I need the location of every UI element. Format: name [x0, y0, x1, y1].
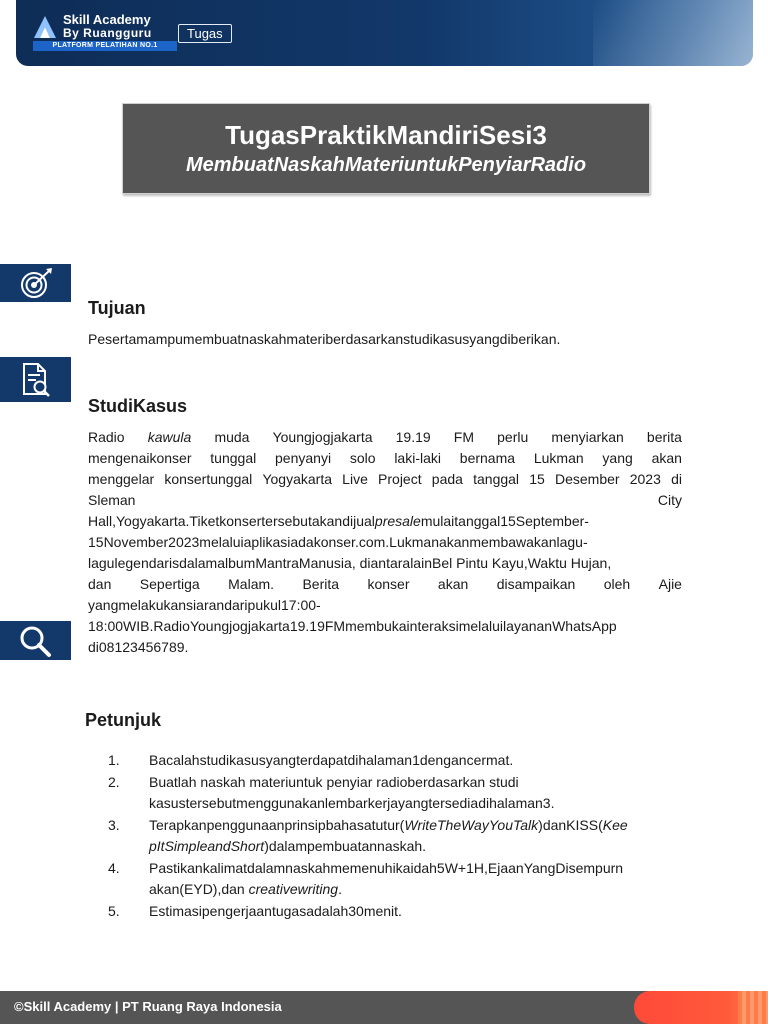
case-word: perlu [497, 429, 529, 445]
list-italic: pItSimpleandShort [149, 838, 265, 854]
case-line: 15November2023melaluiaplikasiadakonser.com.Lukmanakanmembawakanlagu- [88, 534, 588, 550]
skill-academy-logo-icon [32, 14, 58, 40]
document-search-icon-tab [0, 357, 71, 402]
list-text: Estimasipengerjaantugasadalah30menit. [149, 903, 402, 919]
magnifier-icon-tab [0, 621, 71, 660]
case-word: Berita [302, 576, 340, 592]
list-item [108, 772, 683, 814]
list-number: 3. [108, 817, 120, 833]
case-line [88, 448, 682, 469]
case-word: akan [651, 450, 682, 466]
list-italic: creativewriting [248, 881, 339, 897]
case-word: FM [453, 429, 475, 445]
case-word: Desember [554, 471, 620, 487]
case-word: mengenaikonser [88, 450, 192, 466]
magnifier-icon [16, 623, 56, 659]
list-text: )dalampembuatannaskah. [264, 838, 427, 854]
case-word: Malam. [228, 576, 275, 592]
case-word: Project [378, 471, 422, 487]
case-word: City [657, 492, 682, 508]
case-word: menyiarkan [551, 429, 624, 445]
case-line [88, 511, 682, 532]
case-line: 18:00WIB.RadioYoungjogjakarta19.19FMmembukainteraksimelaluilayananWhatsApp [88, 618, 617, 634]
case-word: solo [349, 450, 376, 466]
header-decoration [593, 0, 753, 66]
case-word: konsertunggal [164, 471, 253, 487]
case-word: oleh [603, 576, 631, 592]
case-word: di [671, 471, 682, 487]
list-number: 5. [108, 903, 120, 919]
petunjuk-heading: Petunjuk [85, 710, 162, 730]
page-title: TugasPraktikMandiriSesi3 [225, 120, 547, 150]
target-icon-tab [0, 264, 71, 302]
case-word: Youngjogjakarta [272, 429, 373, 445]
case-text: mulaitanggal15September- [420, 513, 589, 529]
case-word: bernama [459, 450, 516, 466]
tujuan-text: Pesertamampumembuatnaskahmateriberdasarkanstudikasusyangdiberikan. [88, 331, 561, 347]
case-word: Lukman [533, 450, 584, 466]
list-number: 2. [108, 774, 120, 790]
list-item [108, 858, 683, 900]
list-text: . [338, 881, 342, 897]
case-word: konser [367, 576, 410, 592]
case-line [88, 427, 682, 448]
case-word: Sleman [88, 492, 136, 508]
case-italic: presale [374, 513, 421, 529]
list-item [108, 901, 683, 922]
case-word: 2023 [629, 471, 661, 487]
list-text: akan(EYD),dan [149, 881, 249, 897]
case-text: Hall,Yogyakarta.Tiketkonsertersebutakandijual [88, 513, 375, 529]
list-italic: Kee [602, 817, 628, 833]
case-word: Sepertiga [139, 576, 200, 592]
list-item [108, 750, 683, 771]
case-word: berita [646, 429, 682, 445]
tujuan-heading: Tujuan [88, 298, 146, 318]
case-word: Live [342, 471, 368, 487]
case-word: 19.19 [395, 429, 431, 445]
case-word: disampaikan [496, 576, 576, 592]
case-word: pada [431, 471, 463, 487]
case-word: akan [437, 576, 469, 592]
target-icon [16, 266, 56, 300]
list-text: Terapkanpenggunaanprinsipbahasatutur( [149, 817, 405, 833]
list-text: kasustersebutmenggunakanlembarkerjayangtersediadihalaman3. [149, 795, 555, 811]
list-text: Buatlah naskah materiuntuk penyiar radioberdasarkan studi [149, 774, 519, 790]
studi-kasus-text [88, 427, 682, 658]
case-line: lagulegendarisdalamalbumMantraManusia, diantaralainBel Pintu Kayu,Waktu Hujan, [88, 555, 612, 571]
footer [0, 991, 768, 1024]
footer-accent [634, 991, 768, 1024]
list-item [108, 815, 683, 857]
brand-subname: By Ruangguru [63, 26, 152, 40]
studi-kasus-heading: StudiKasus [88, 396, 188, 416]
footer-text: ©Skill Academy | PT Ruang Raya Indonesia [14, 999, 282, 1014]
list-text: )danKISS( [538, 817, 603, 833]
case-line [88, 490, 682, 511]
list-text: Bacalahstudikasusyangterdapatdihalaman1dengancermat. [149, 752, 514, 768]
brand-tagline: PLATFORM PELATIHAN NO.1 [33, 41, 177, 51]
list-text: Pastikankalimatdalamnaskahmemenuhikaidah5W+1H,EjaanYangDisempurn [149, 860, 624, 876]
case-word: tunggal [210, 450, 257, 466]
case-word: penyanyi [275, 450, 332, 466]
list-number: 4. [108, 860, 120, 876]
case-word: Radio [88, 429, 125, 445]
case-word: yang [602, 450, 633, 466]
case-line [88, 574, 682, 595]
case-word: dan [88, 576, 112, 592]
case-word: tanggal [473, 471, 520, 487]
tugas-badge: Tugas [178, 24, 232, 43]
petunjuk-list [108, 750, 683, 923]
case-word: 15 [529, 471, 545, 487]
title-box [122, 103, 650, 194]
case-line [88, 469, 682, 490]
brand-name: Skill Academy [63, 12, 151, 27]
list-number: 1. [108, 752, 120, 768]
list-italic: WriteTheWayYouTalk [404, 817, 539, 833]
case-word: menggelar [88, 471, 155, 487]
case-word: muda [214, 429, 250, 445]
case-word: laki-laki [394, 450, 441, 466]
page-subtitle: MembuatNaskahMateriuntukPenyiarRadio [185, 154, 587, 176]
case-word: Yogyakarta [262, 471, 332, 487]
case-word: Ajie [658, 576, 682, 592]
document-search-icon [18, 361, 54, 399]
case-word: kawula [147, 429, 192, 445]
case-line: yangmelakukansiarandaripukul17:00- [88, 597, 321, 613]
brand [52, 12, 158, 49]
case-line: di08123456789. [88, 639, 189, 655]
header-banner [16, 0, 753, 66]
